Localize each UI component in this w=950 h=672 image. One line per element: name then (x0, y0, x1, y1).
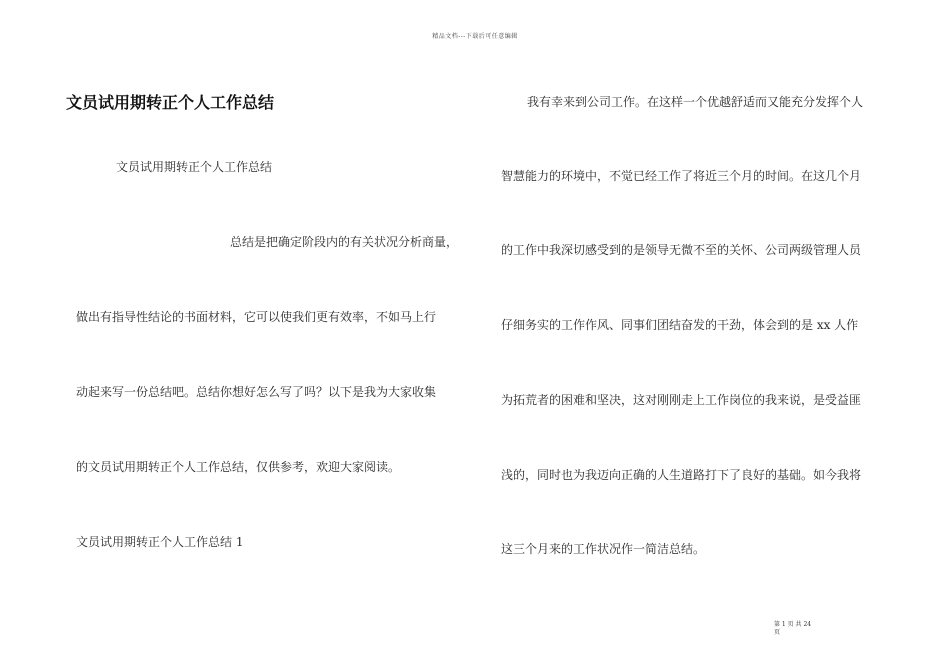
page-number-label: 第 1 页 共 24 (774, 621, 812, 628)
right-paragraph-line: 这三个月来的工作状况作一简洁总结。 (501, 542, 706, 556)
header-note: 精品文档---下载后可任意编辑 (432, 33, 518, 40)
page-number-suffix: 页 (774, 629, 781, 636)
right-paragraph-line: 仔细务实的工作作风、同事们团结奋发的干劲，体会到的是 xx 人作 (501, 318, 859, 332)
right-paragraph-line: 的工作中我深切感受到的是领导无微不至的关怀、公司两级管理人员 (501, 243, 862, 257)
left-paragraph-line: 做出有指导性结论的书面材料，它可以使我们更有效率，不如马上行 (76, 310, 437, 324)
left-paragraph-line: 动起来写一份总结吧。总结你想好怎么写了吗？以下是我为大家收集 (76, 385, 437, 399)
page-title: 文员试用期转正个人工作总结 (66, 93, 275, 112)
section-heading: 文员试用期转正个人工作总结 1 (76, 535, 244, 549)
left-paragraph-line: 的文员试用期转正个人工作总结，仅供参考，欢迎大家阅读。 (76, 460, 401, 474)
left-subtitle: 文员试用期转正个人工作总结 (116, 160, 273, 174)
page-number (774, 621, 834, 637)
right-paragraph-line: 智慧能力的环境中，不觉已经工作了将近三个月的时间。在这几个月 (501, 169, 862, 183)
right-paragraph-line: 浅的，同时也为我迈向正确的人生道路打下了良好的基础。如今我将 (501, 468, 862, 482)
left-paragraph-line: 总结是把确定阶段内的有关状况分析商量， (230, 235, 459, 249)
right-paragraph-line: 为拓荒者的困难和坚决，这对刚刚走上工作岗位的我来说，是受益匪 (501, 393, 862, 407)
right-paragraph-line: 我有幸来到公司工作。在这样一个优越舒适而又能充分发挥个人 (527, 95, 864, 109)
